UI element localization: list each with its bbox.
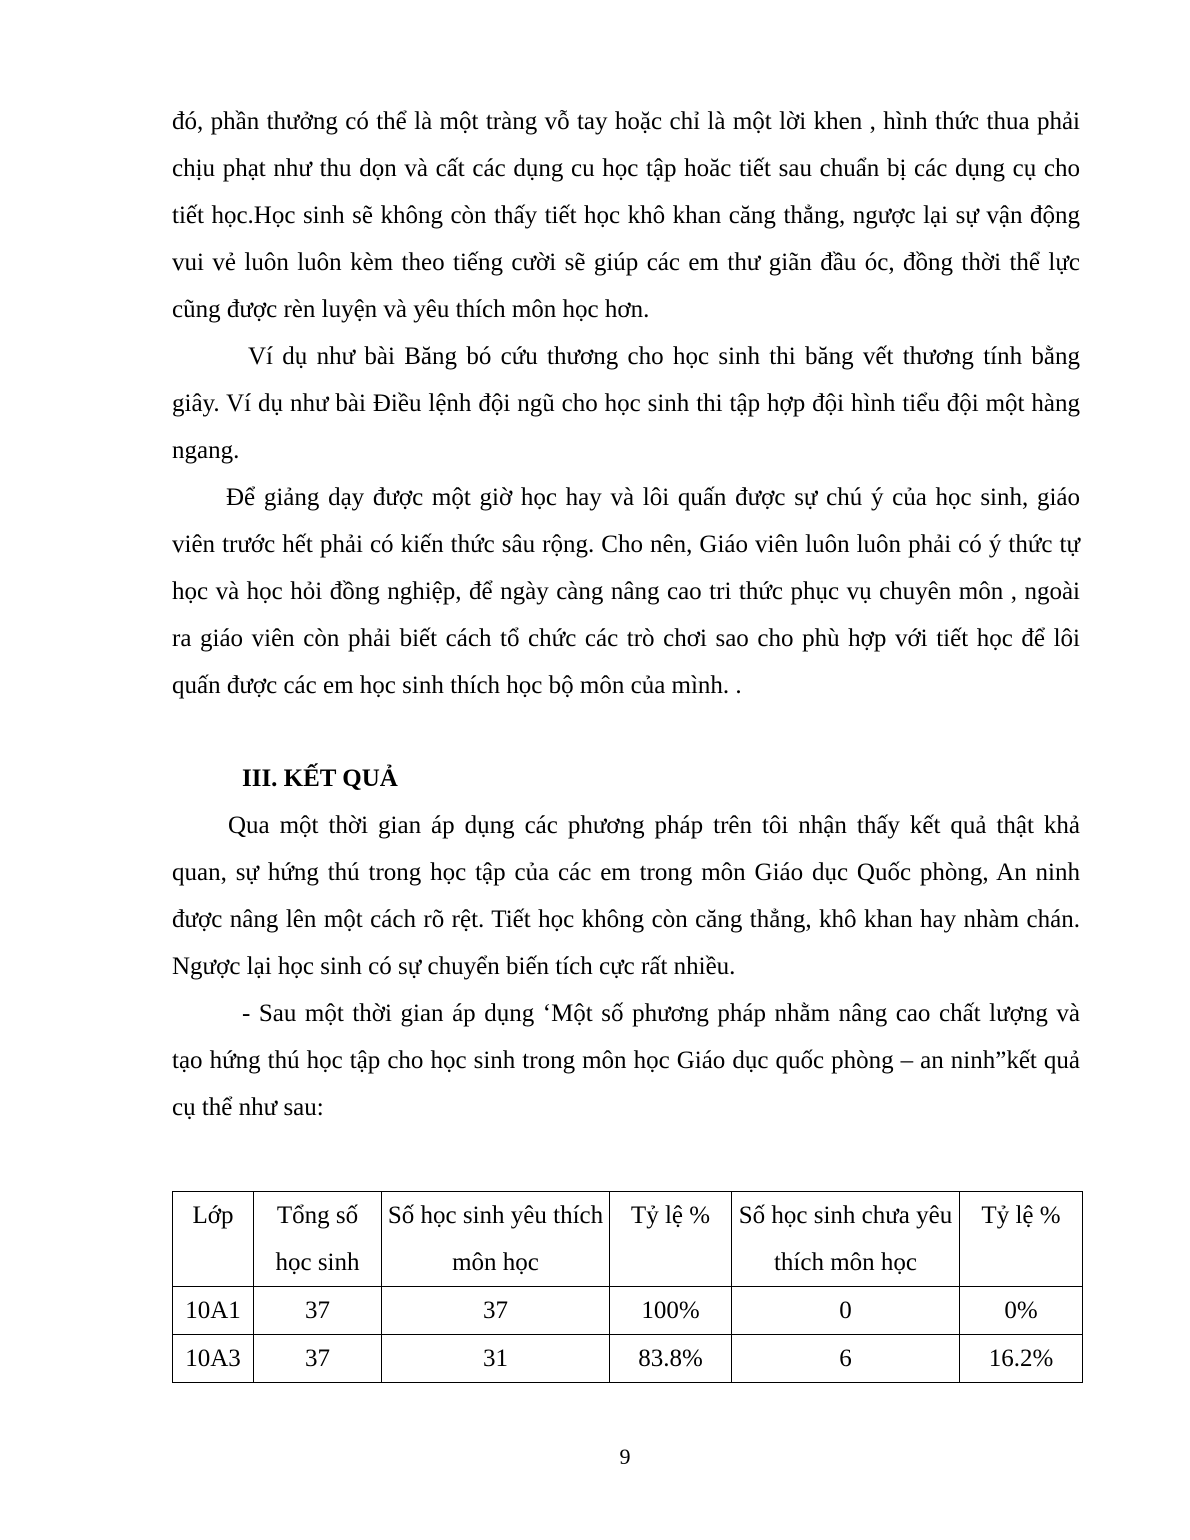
header-class: Lớp [173,1192,254,1287]
paragraph-results-detail: - Sau một thời gian áp dụng ‘Một số phương pháp nhằm nâng cao chất lượng và tạo hứng thú học tập cho học sinh trong môn học Giáo dục quốc phòng – an ninh”kết quả cụ thể như sau: [172,1000,1080,1121]
table-header-row [173,1192,1083,1287]
cell-class: 10A1 [173,1287,254,1335]
cell-not-like-ratio: 0% [960,1287,1083,1335]
paragraph-results-intro: Qua một thời gian áp dụng các phương pháp trên tôi nhận thấy kết quả thật khả quan, sự hứng thú trong học tập của các em trong môn Giáo dục Quốc phòng, An ninh được nâng lên một cách rõ rệt. Tiết học không còn căng thẳng, khô khan hay nhàm chán. Ngược lại học sinh có sự chuyển biến tích cực rất nhiều. [172,812,1080,980]
page-number: 9 [619,1444,631,1469]
header-not-like-ratio: Tỷ lệ % [960,1192,1083,1287]
cell-like-ratio: 83.8% [610,1335,732,1383]
spacer [172,709,1080,755]
document-page [172,98,1080,1383]
paragraph-examples: Ví dụ như bài Băng bó cứu thương cho học sinh thi băng vết thương tính bằng giây. Ví dụ như bài Điều lệnh đội ngũ cho học sinh thi tập hợp đội hình tiểu đội một hàng ngang. [172,343,1080,464]
paragraph-teacher-knowledge: Để giảng dạy được một giờ học hay và lôi quấn được sự chú ý của học sinh, giáo viên trước hết phải có kiến thức sâu rộng. Cho nên, Giáo viên luôn luôn phải có ý thức tự học và học hỏi đồng nghiệp, để ngày càng nâng cao tri thức phục vụ chuyên môn , ngoài ra giáo viên còn phải biết cách tổ chức các trò chơi sao cho phù hợp với tiết học để lôi quấn được các em học sinh thích học bộ môn của mình. . [172,484,1080,699]
cell-total: 37 [254,1287,382,1335]
paragraph-rewards: đó, phần thưởng có thể là một tràng vỗ tay hoặc chỉ là một lời khen , hình thức thua phải chịu phạt như thu dọn và cất các dụng cu học tập hoăc tiết sau chuẩn bị các dụng cụ cho tiết học.Học sinh sẽ không còn thấy tiết học khô khan căng thẳng, ngược lại sự vận động vui vẻ luôn luôn kèm theo tiếng cười sẽ giúp các em thư giãn đầu óc, đồng thời thể lực cũng được rèn luyện và yêu thích môn học hơn. [172,108,1080,323]
header-total-students: Tổng số học sinh [254,1192,382,1287]
spacer [172,1131,1080,1191]
cell-not-like-ratio: 16.2% [960,1335,1083,1383]
cell-like-ratio: 100% [610,1287,732,1335]
table-row [173,1287,1083,1335]
cell-total: 37 [254,1335,382,1383]
cell-not-like-count: 6 [732,1335,960,1383]
header-like-ratio: Tỷ lệ % [610,1192,732,1287]
cell-not-like-count: 0 [732,1287,960,1335]
results-table [172,1191,1083,1383]
cell-like-count: 37 [382,1287,610,1335]
header-students-not-like: Số học sinh chưa yêu thích môn học [732,1192,960,1287]
table-row [173,1335,1083,1383]
cell-like-count: 31 [382,1335,610,1383]
header-students-like: Số học sinh yêu thích môn học [382,1192,610,1287]
section-heading-results: III. KẾT QUẢ [242,765,398,792]
cell-class: 10A3 [173,1335,254,1383]
